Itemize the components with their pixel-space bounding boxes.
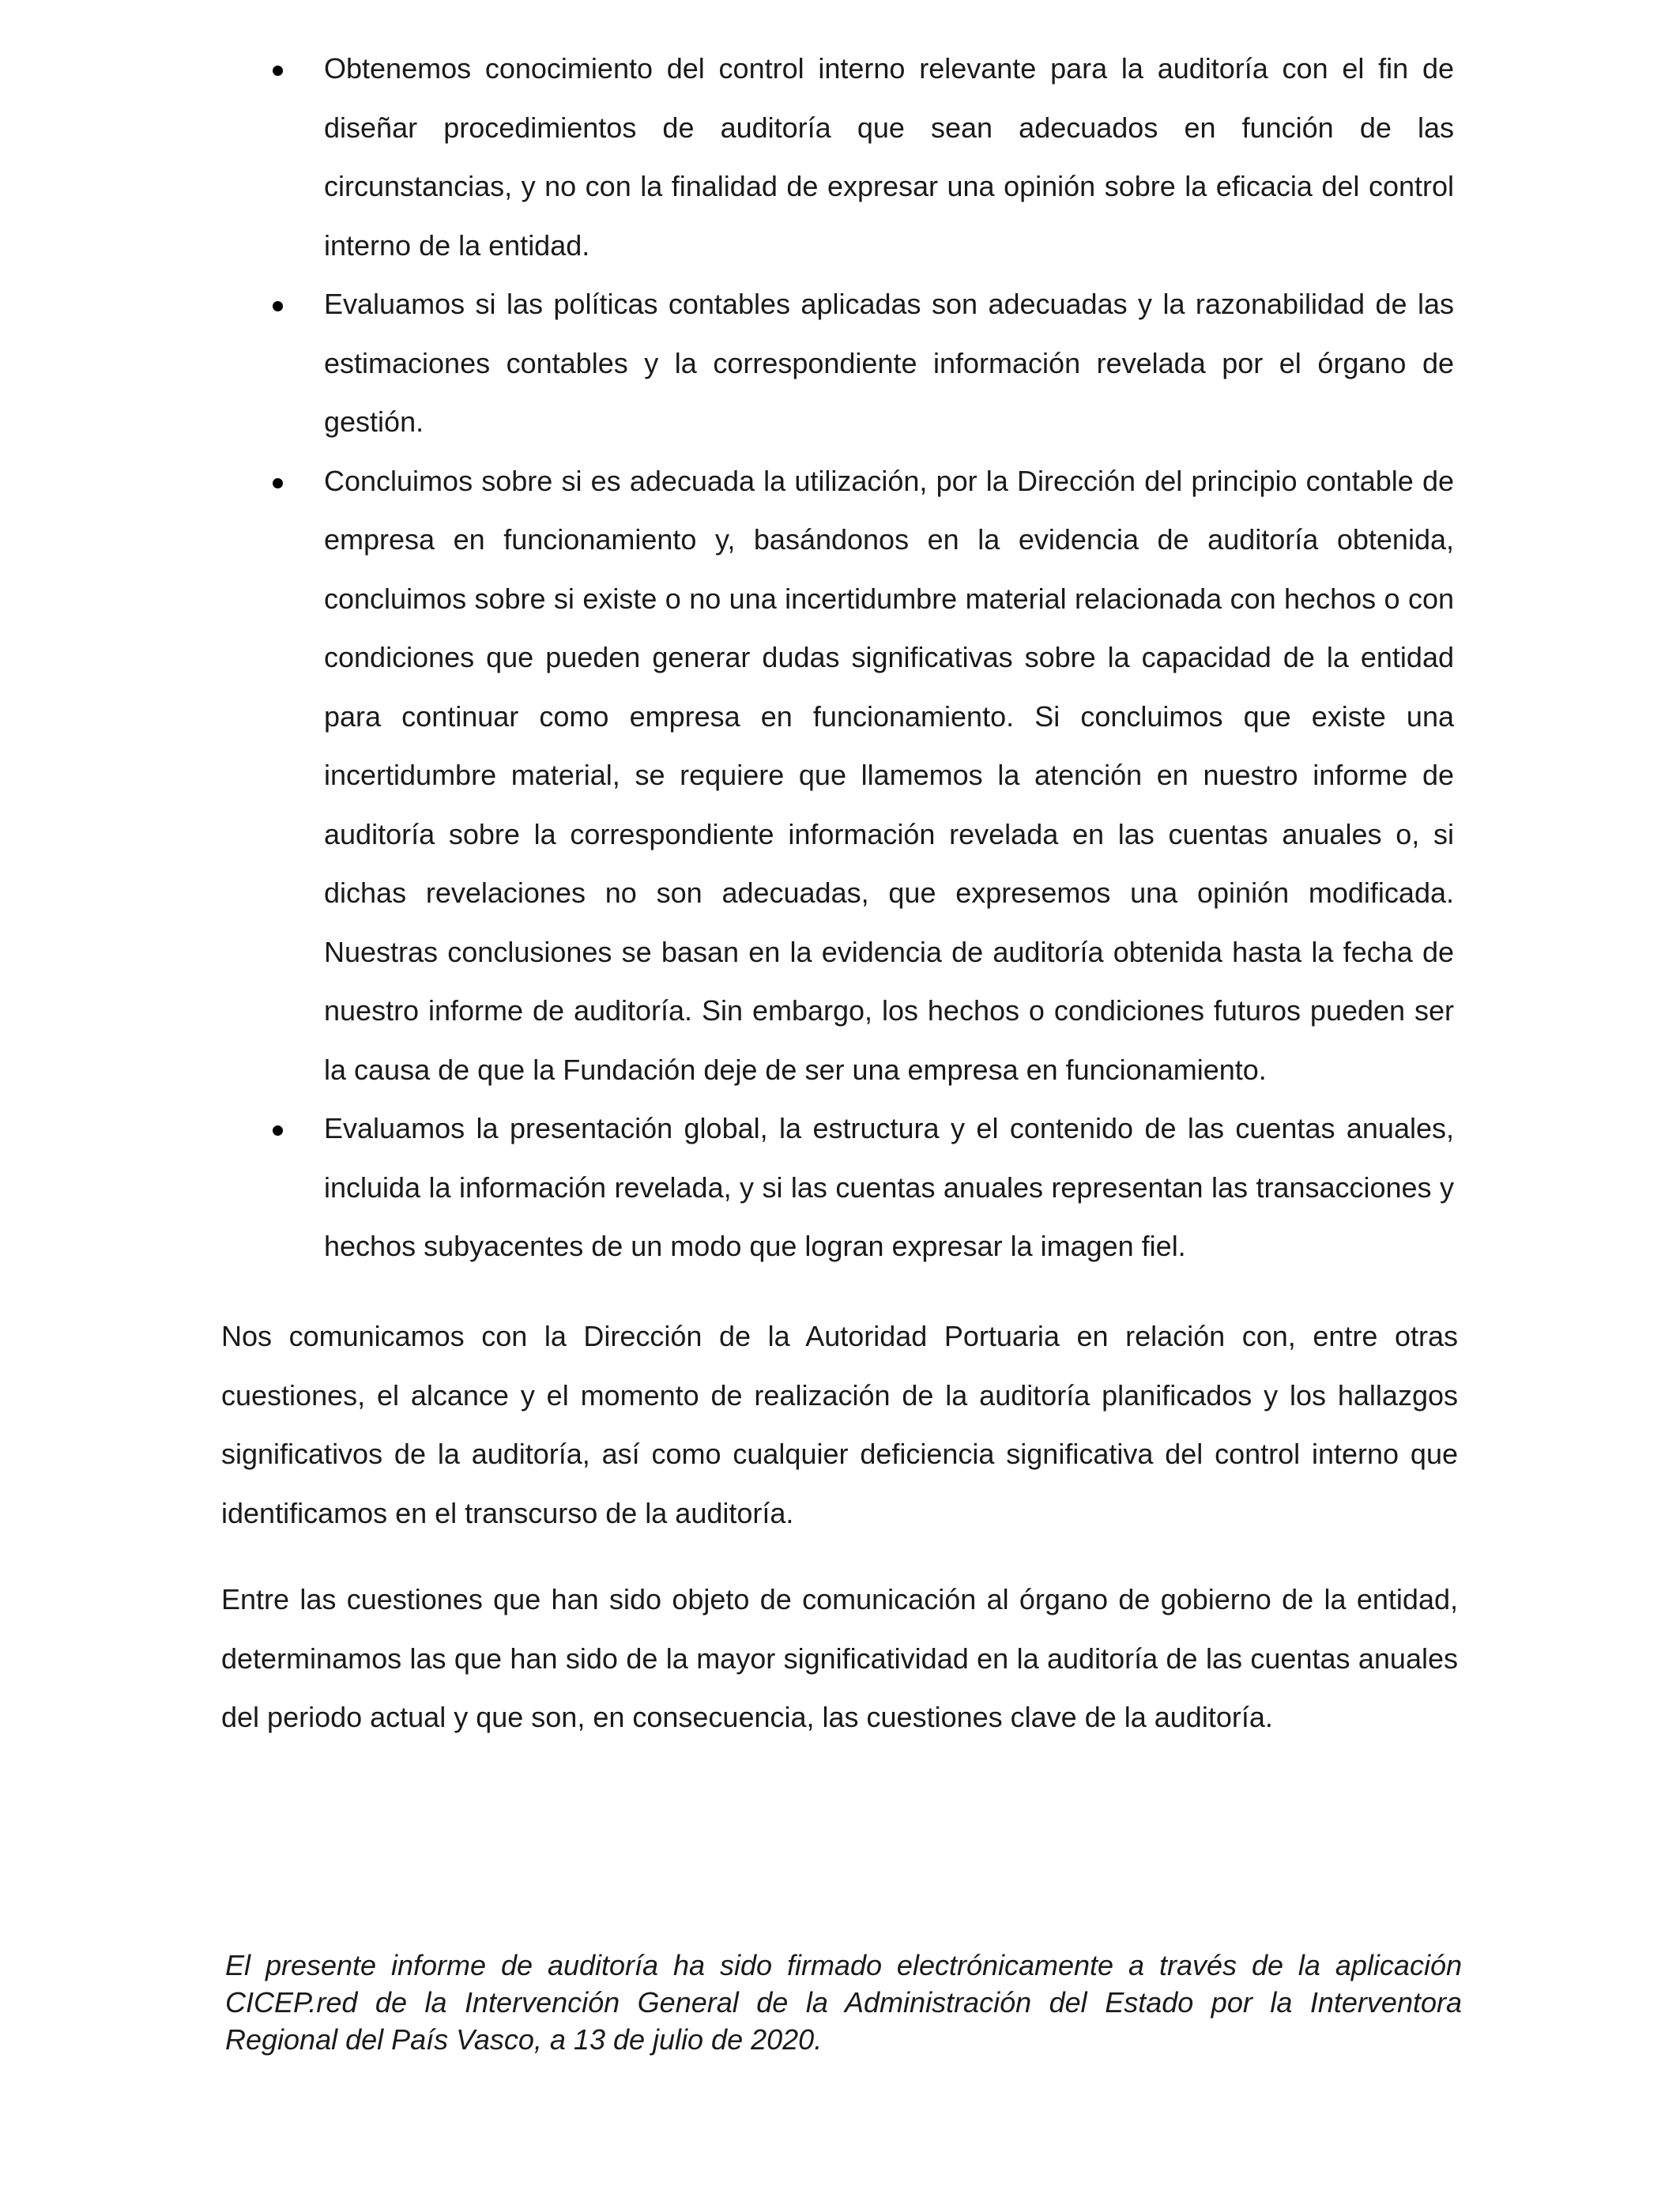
communication-paragraph: Nos comunicamos con la Dirección de la Autoridad Portuaria en relación con, entre otras cuestiones, el alcance y el momento de realización de la auditoría planificados y los hallazgos significativos de la auditoría, así como cualquier deficiencia significativa del control interno que identificamos en el transcurso de la auditoría. (221, 1320, 1458, 1529)
list-item-text: Evaluamos si las políticas contables aplicadas son adecuadas y la razonabilidad de las estimaciones contables y la correspondiente información revelada por el órgano de gestión. (324, 288, 1454, 438)
audit-procedures-list (269, 40, 1454, 1276)
list-item (324, 40, 1454, 275)
bullet-icon (273, 301, 283, 311)
bullet-icon (273, 478, 283, 488)
list-item-text: Concluimos sobre si es adecuada la utilización, por la Dirección del principio contable de empresa en funcionamiento y, basándonos en la evidencia de auditoría obtenida, concluimos sobre si existe o no una incertidumbre material relacionada con hechos o con condiciones que pueden generar dudas significativas sobre la capacidad de la entidad para continuar como empresa en funcionamiento. Si concluimos que existe una incertidumbre material, se requiere que llamemos la atención en nuestro informe de auditoría sobre la correspondiente información revelada en las cuentas anuales o, si dichas revelaciones no son adecuadas, que expresemos una opinión modificada. Nuestras conclusiones se basan en la evidencia de auditoría obtenida hasta la fecha de nuestro informe de auditoría. Sin embargo, los hechos o condiciones futuros pueden ser la causa de que la Fundación deje de ser una empresa en funcionamiento. (324, 464, 1454, 1086)
key-matters-paragraph: Entre las cuestiones que han sido objeto de comunicación al órgano de gobierno de la entidad, determinamos las que han sido de la mayor significatividad en la auditoría de las cuentas anuales del periodo actual y que son, en consecuencia, las cuestiones clave de la auditoría. (221, 1583, 1458, 1733)
bullet-icon (273, 1125, 283, 1136)
list-item-text: Obtenemos conocimiento del control interno relevante para la auditoría con el fin de diseñar procedimientos de auditoría que sean adecuados en función de las circunstancias, y no con la finalidad de expresar una opinión sobre la eficacia del control interno de la entidad. (324, 52, 1454, 262)
list-item (324, 275, 1454, 452)
list-item (324, 1099, 1454, 1276)
list-item (324, 452, 1454, 1100)
list-item-text: Evaluamos la presentación global, la estructura y el contenido de las cuentas anuales, incluida la información revelada, y si las cuentas anuales representan las transacciones y hechos subyacentes de un modo que logran expresar la imagen fiel. (324, 1112, 1454, 1262)
signature-note: El presente informe de auditoría ha sido firmado electrónicamente a través de la aplicación CICEP.red de la Intervención General de la Administración del Estado por la Interventora Regional del País Vasco, a 13 de julio de 2020. (225, 1949, 1462, 2056)
bullet-icon (273, 66, 283, 76)
